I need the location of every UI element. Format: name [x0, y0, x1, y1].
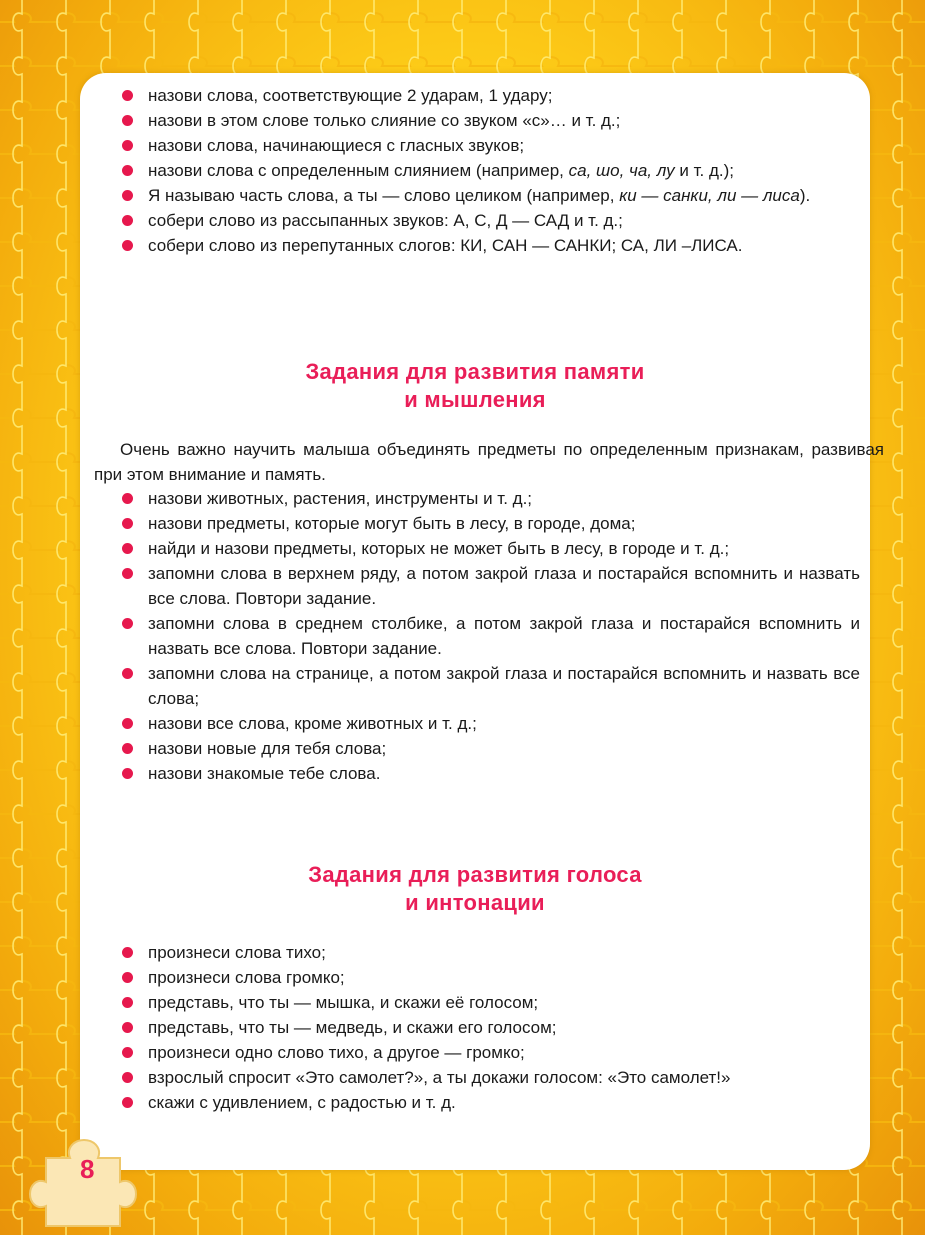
voice-task-list	[80, 940, 870, 1115]
bullet-icon	[122, 90, 133, 101]
bullet-icon	[122, 240, 133, 251]
list-item: назови слова, соответствующие 2 ударам, 1 удару;	[80, 83, 870, 108]
bullet-icon	[122, 493, 133, 504]
memory-section-title: Задания для развития памяти и мышления	[305, 359, 645, 412]
phonetics-task-list	[80, 83, 870, 258]
list-item: назови слова, начинающиеся с гласных звуков;	[80, 133, 870, 158]
list-item: скажи с удивлением, с радостью и т. д.	[80, 1090, 870, 1115]
list-item: назови предметы, которые могут быть в лесу, в городе, дома;	[80, 511, 870, 536]
list-item: произнеси одно слово тихо, а другое — громко;	[80, 1040, 870, 1065]
list-item: назови в этом слове только слияние со звуком «с»… и т. д.;	[80, 108, 870, 133]
list-item: представь, что ты — мышка, и скажи её голосом;	[80, 990, 870, 1015]
list-item: запомни слова в среднем столбике, а потом закрой глаза и постарайся вспомнить и назвать все слова. Повтори задание.	[80, 611, 870, 661]
bullet-icon	[122, 215, 133, 226]
bullet-icon	[122, 1047, 133, 1058]
list-item: произнеси слова тихо;	[80, 940, 870, 965]
bullet-icon	[122, 140, 133, 151]
memory-section-intro: Очень важно научить малыша объединять предметы по определенным признакам, развивая при этом внимание и память.	[94, 440, 884, 484]
bullet-icon	[122, 947, 133, 958]
bullet-icon	[122, 768, 133, 779]
list-item: назови новые для тебя слова;	[80, 736, 870, 761]
bullet-icon	[122, 518, 133, 529]
bullet-icon	[122, 972, 133, 983]
content-panel	[80, 73, 884, 1170]
memory-task-list	[80, 486, 870, 786]
list-item: найди и назови предметы, которых не может быть в лесу, в городе и т. д.;	[80, 536, 870, 561]
bullet-icon	[122, 190, 133, 201]
list-item: назови все слова, кроме животных и т. д.;	[80, 711, 870, 736]
list-item: Я называю часть слова, а ты — слово целиком (например, ки — санки, ли — лиса).	[80, 183, 870, 208]
bullet-icon	[122, 997, 133, 1008]
bullet-icon	[122, 1072, 133, 1083]
list-item: взрослый спросит «Это самолет?», а ты докажи голосом: «Это самолет!»	[80, 1065, 870, 1090]
list-item: назови слова с определенным слиянием (например, са, шо, ча, лу и т. д.);	[80, 158, 870, 183]
bullet-icon	[122, 543, 133, 554]
bullet-icon	[122, 743, 133, 754]
list-item: собери слово из рассыпанных звуков: А, С, Д — САД и т. д.;	[80, 208, 870, 233]
bullet-icon	[122, 1097, 133, 1108]
bullet-icon	[122, 568, 133, 579]
bullet-icon	[122, 1022, 133, 1033]
bullet-icon	[122, 165, 133, 176]
voice-section-title: Задания для развития голоса и интонации	[308, 862, 642, 915]
page-number-badge	[28, 1128, 138, 1228]
list-item: произнеси слова громко;	[80, 965, 870, 990]
list-item: собери слово из перепутанных слогов: КИ, САН — САНКИ; СА, ЛИ –ЛИСА.	[80, 233, 870, 258]
bullet-icon	[122, 115, 133, 126]
bullet-icon	[122, 668, 133, 679]
bullet-icon	[122, 618, 133, 629]
list-item: представь, что ты — медведь, и скажи его голосом;	[80, 1015, 870, 1040]
bullet-icon	[122, 718, 133, 729]
list-item: назови животных, растения, инструменты и т. д.;	[80, 486, 870, 511]
page-number: 8	[80, 1154, 95, 1184]
list-item: запомни слова в верхнем ряду, а потом закрой глаза и постарайся вспомнить и назвать все слова. Повтори задание.	[80, 561, 870, 611]
list-item: запомни слова на странице, а потом закрой глаза и постарайся вспомнить и назвать все слова;	[80, 661, 870, 711]
list-item: назови знакомые тебе слова.	[80, 761, 870, 786]
